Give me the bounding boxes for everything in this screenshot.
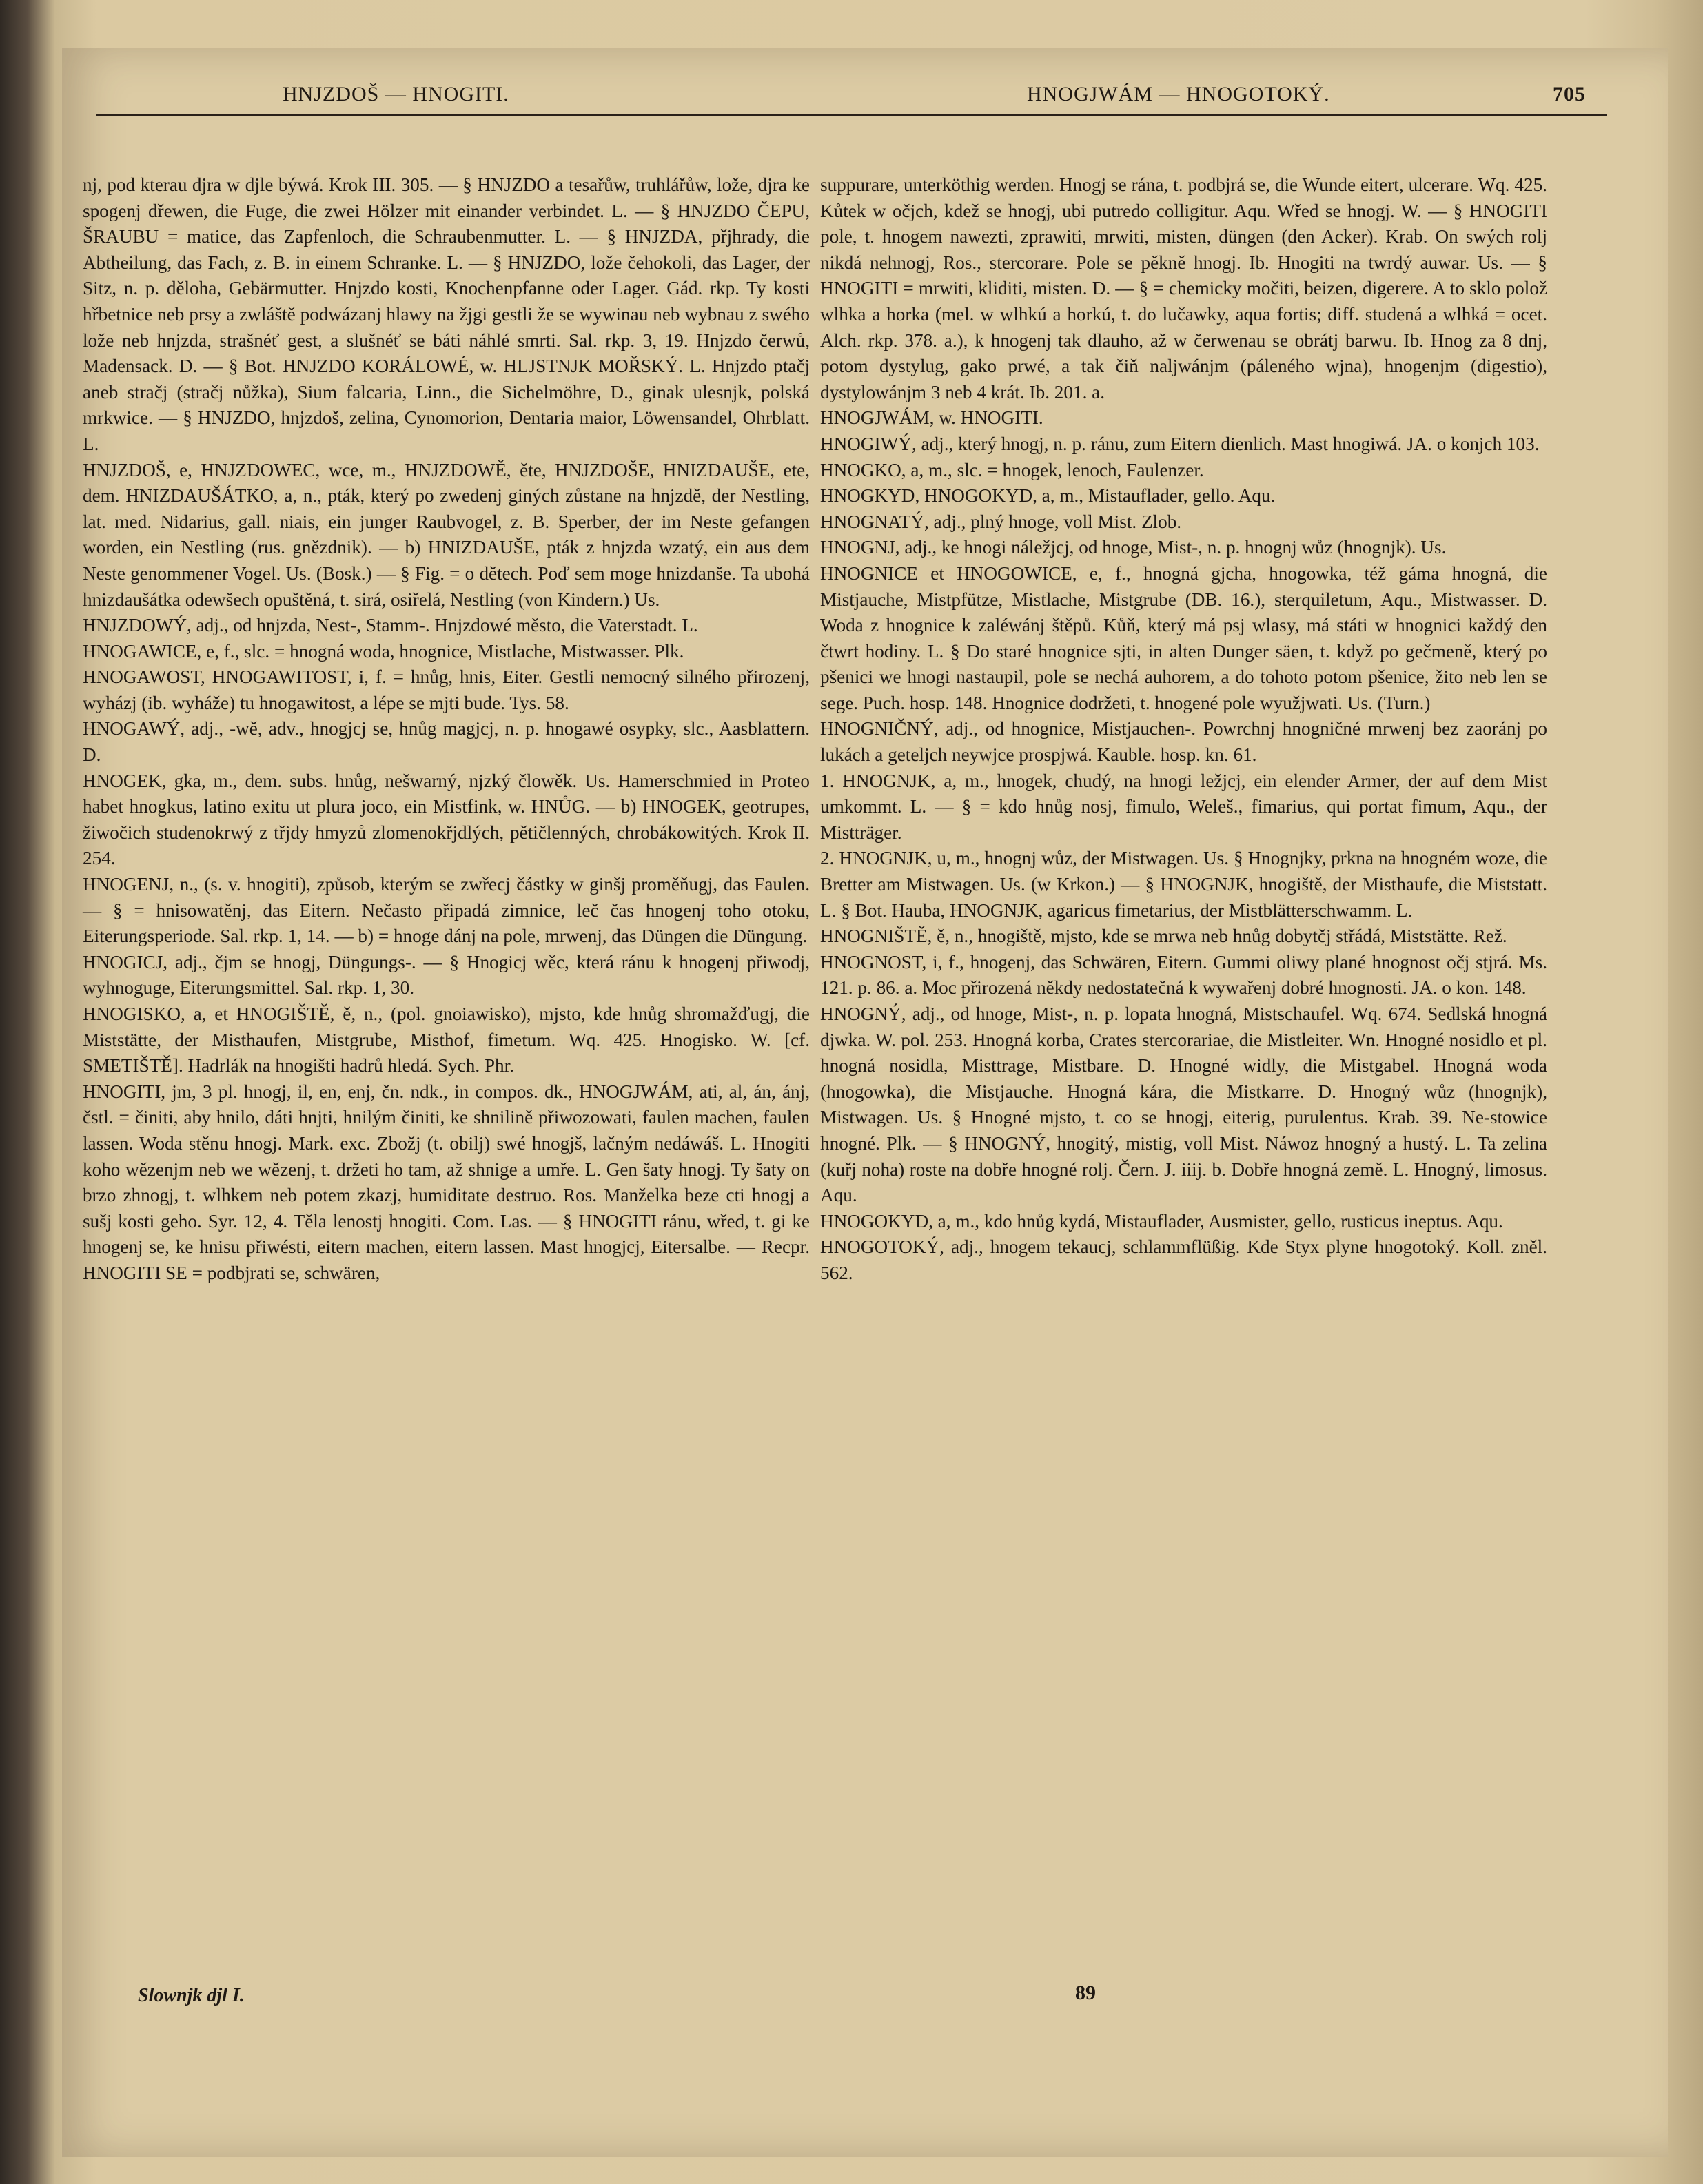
entry: HNOGAWÝ, adj., -wě, adv., hnogjcj se, hnůg magjcj, n. p. hnogawé osypky, slc., Aasblattern. D. [83,718,810,766]
entry: HNOGICJ, adj., čjm se hnogj, Düngungs-. — § Hnogicj wěc, která ránu k hnogenj přiwodj, wyhnoguge, Eiterungsmittel. Sal. rkp. 1, 30. [83,951,810,999]
entry: 1. HNOGNJK, a, m., hnogek, chudý, na hnogi ležjcj, ein elender Armer, der auf dem Mist umkommt. L. — § = kdo hnůg nosj, fimulo, Weleš., fimarius, qui portat fimum, Aqu., der Mistträger. [820,770,1547,843]
entry: HNJZDOŠ, e, HNJZDOWEC, wce, m., HNJZDOWĚ, ěte, HNJZDOŠE, HNIZDAUŠE, ete, dem. HNIZDAUŠÁTKO, a, n., pták, který po zwedenj giných zůstane na hnjzdě, der Nestling, lat. med. Nidarius, gall. niais, ein junger Raubvogel, z. B. Sperber, der im Neste gefangen worden, ein Nestling (rus. gnězdnik). — b) HNIZDAUŠE, pták z hnjzda wzatý, ein aus dem Neste genommener Vogel. Us. (Bosk.) — § Fig. = o dětech. Poď sem moge hnizdanše. Ta ubohá hnizdaušátka odewšech opuštěná, t. sirá, osiřelá, Nestling (von Kindern.) Us. [83,459,810,610]
entry: HNOGJWÁM, w. HNOGITI. [820,407,1043,429]
signature-mark: Slownjk djl I. [138,1985,245,2006]
entry: HNOGKYD, HNOGOKYD, a, m., Mistauflader, gello. Aqu. [820,485,1276,507]
entry: HNJZDOWÝ, adj., od hnjzda, Nest-, Stamm-. Hnjzdowé město, die Vaterstadt. L. [83,615,698,636]
sheet-number: 89 [1075,1981,1096,2004]
entry: HNOGITI, jm, 3 pl. hnogj, il, en, enj, čn. ndk., in compos. dk., HNOGJWÁM, ati, al, án, ánj, čstl. = činiti, aby hnilo, dáti hnjti, hnilým činiti, ke shnilině přiwozowati, faulen machen, faulen lassen. Woda stěnu hnogj. Mark. exc. Zbožj (t. obilj) swé hnogjš, lačným nedáwáš. L. Hnogiti koho wězenjm neb we wězenj, t. držeti ho tam, až shnige a umře. L. Gen šaty hnogj. Ty šaty on brzo zhnogj, t. wlhkem neb potem zkazj, humiditate destruo. Ros. Manželka beze cti hnogj a sušj kosti geho. Syr. 12, 4. Těla lenostj hnogiti. Com. Las. — § HNOGITI ránu, wřed, t. gi ke hnogenj se, ke hnisu přiwésti, eitern machen, eitern lassen. Mast hnogjcj, Eitersalbe. — Recpr. HNOGITI SE = podbjrati se, schwären, [83,1081,810,1283]
entry: HNOGAWOST, HNOGAWITOST, i, f. = hnůg, hnis, Eiter. Gestli nemocný silného přirozenj, wyházj (ib. wyháže) tu hnogawitost, a lépe se mjti bude. Tys. 58. [83,666,810,713]
entry: HNOGNIČNÝ, adj., od hnognice, Mistjauchen-. Powrchnj hnogničné mrwenj bez zaoránj po lukách a geteljch neywjce prospjwá. Kauble. hosp. kn. 61. [820,718,1547,766]
left-column [83,172,810,1287]
entry: HNOGISKO, a, et HNOGIŠTĚ, ě, n., (pol. gnoiawisko), mjsto, kde hnůg shromažďugj, die Miststätte, der Misthaufen, Mistgrube, Misthof, fimetum. Wq. 425. Hnogisko. W. [cf. SMETIŠTĚ]. Hadrlák na hnogišti hadrů hledá. Sych. Phr. [83,1003,810,1076]
entry: HNOGNJ, adj., ke hnogi náležjcj, od hnoge, Mist-, n. p. hnognj wůz (hnognjk). Us. [820,537,1447,558]
entry: HNOGEK, gka, m., dem. subs. hnůg, nešwarný, njzký člowěk. Us. Hamerschmied in Proteo habet hnogkus, latino exitu ut plura joco, ein Mistfink, w. HNŮG. — b) HNOGEK, geotrupes, žiwočich studenokrwý z třjdy hmyzů zlomenokřjdlých, pětičlenných, chrobákowitých. Krok II. 254. [83,770,810,869]
entry: HNOGENJ, n., (s. v. hnogiti), způsob, kterým se zwřecj částky w ginšj proměňugj, das Faulen. — § = hnisowatěnj, das Eitern. Nečasto připadá zimnice, leč čas hnogenj toho otoku, Eiterungsperiode. Sal. rkp. 1, 14. — b) = hnoge dánj na pole, mrwenj, das Düngen die Düngung. [83,874,810,947]
entry: HNOGNIŠTĚ, ě, n., hnogiště, mjsto, kde se mrwa neb hnůg dobytčj střádá, Miststätte. Rež. [820,926,1507,947]
entry: HNOGAWICE, e, f., slc. = hnogná woda, hnognice, Mistlache, Mistwasser. Plk. [83,640,684,662]
page-number: 705 [1553,83,1586,105]
entry: HNOGOTOKÝ, adj., hnogem tekaucj, schlammflüßig. Kde Styx plyne hnogotoký. Koll. zněl. 562. [820,1236,1547,1283]
entry: HNOGIWÝ, adj., který hnogj, n. p. ránu, zum Eitern dienlich. Mast hnogiwá. JA. o konjch 103. [820,433,1540,454]
header-rule [96,114,1607,116]
entry: HNOGNOST, i, f., hnogenj, das Schwären, Eitern. Gummi oliwy plané hnognost očj stjrá. Ms. 121. p. 86. a. Moc přirozená někdy nedostatečná k wywařenj dobré hnognosti. JA. o kon. 148. [820,951,1547,999]
running-head [110,83,1586,124]
entry: HNOGNICE et HNOGOWICE, e, f., hnogná gjcha, hnogowka, též gáma hnogná, die Mistjauche, Mistpfütze, Mistlache, Mistgrube (DB. 16.), sterquiletum, Aqu., Mistwasser. D. Woda z hnognice k zaléwánj štěpů. Kůň, který má psj wlasy, má státi w hnognici každý den čtwrt hodiny. L. § Do staré hnognice sjti, in alten Dunger säen, t. když po gečmeně, který po pšenici we hnogi nastaupil, pole se nechá auhorem, a do tohoto potom pšenice, žito neb len se sege. Puch. hosp. 148. Hnognice dodržeti, t. hnogené pole wyužjwati. Us. (Turn.) [820,562,1547,713]
entry: HNOGNÝ, adj., od hnoge, Mist-, n. p. lopata hnogná, Mistschaufel. Wq. 674. Sedlská hnogná djwka. W. pol. 253. Hnogná korba, Crates stercorariae, die Mistleiter. Wn. Hnogné nosidlo et pl. hnogná nosidla, Misttrage, Mistbare. D. Hnogné widly, die Mistgabel. Hnogná woda (hnogowka), die Mistjauche. Hnogná kára, die Mistkarre. D. Hnogný wůz (hnognjk), Mistwagen. Us. § Hnogné mjsto, t. co se hnogj, eiterig, purulentus. Krab. 39. Ne-stowice hnogné. Plk. — § HNOGNÝ, hnogitý, mistig, voll Mist. Náwoz hnogný a hustý. L. Ta zelina (kuřj noha) roste na dobře hnogné rolj. Čern. J. iiij. b. Dobře hnogná země. L. Hnogný, limosus. Aqu. [820,1003,1547,1206]
entry: nj, pod kterau djra w djle býwá. Krok III. 305. — § HNJZDO a tesařůw, truhlářůw, lože, djra ke spogenj dřewen, die Fuge, die zwei Hölzer mit einander verbindet. L. — § HNJZDO ČEPU, ŠRAUBU = matice, das Zapfenloch, die Schraubenmutter. L. — § HNJZDA, přjhrady, die Abtheilung, das Fach, z. B. in einem Schranke. L. — § HNJZDO, lože čehokoli, das Lager, der Sitz, n. p. děloha, Gebärmutter. Hnjzdo kosti, Knochenpfanne oder Lager. Gád. rkp. Ty kosti hřbetnice neb prsy a zwláště podwázanj hlawy na žjgi gestli že se wywinau neb wybnau z swého lože neb hnjzda, strašnéť gest, a slušnéť se báti náhlé smrti. Sal. rkp. 3, 19. Hnjzdo čerwů, Madensack. D. — § Bot. HNJZDO KORÁLOWÉ, w. HLJSTNJK MOŘSKÝ. L. Hnjzdo ptačj aneb stračj (stračj nůžka), Sium falcaria, Linn., die Sichelmöhre, D., ginak ulesnjk, polská mrkwice. — § HNJZDO, hnjzdoš, zelina, Cynomorion, Dentaria maior, Löwensandel, Ohrblatt. L. [83,174,810,454]
right-column [820,172,1547,1287]
entry: HNOGOKYD, a, m., kdo hnůg kydá, Mistauflader, Ausmister, gello, rusticus ineptus. Aqu. [820,1210,1503,1232]
entry: suppurare, unterköthig werden. Hnogj se rána, t. podbjrá se, die Wunde eitert, ulcerare. Wq. 425. Kůtek w očjch, kdež se hnogj, ubi putredo colligitur. Aqu. Wřed se hnogj. W. — § HNOGITI pole, t. hnogem nawezti, zprawiti, mrwiti, misten, düngen (den Acker). Krab. On swých rolj nikdá nehnogj, Ros., stercorare. Pole se pěkně hnogj. Ib. Hnogiti na twrdý auwar. Us. — § HNOGITI = mrwiti, kliditi, misten. D. — § = chemicky močiti, beizen, digerere. A to sklo polož wlhka a horka (mel. w wlhkú a horkú, t. do lučawky, aqua fortis; diff. studená a wlhká = ocet. Alch. rkp. 378. a.), k hnogenj tak dlauho, až w čerwenau se obrátj barwu. Ib. Hnog za 8 dnj, potom dystylug, gako prwé, a tak čiň naljwánjm (páleného wjna), hnogenjm (digestio), dystylowánjm 3 neb 4 krát. Ib. 201. a. [820,174,1547,402]
entry: HNOGKO, a, m., slc. = hnogek, lenoch, Faulenzer. [820,459,1204,480]
entry: HNOGNATÝ, adj., plný hnoge, voll Mist. Zlob. [820,511,1182,532]
header-left: HNJZDOŠ — HNOGITI. [283,83,509,105]
entry: 2. HNOGNJK, u, m., hnognj wůz, der Mistwagen. Us. § Hnognjky, prkna na hnogném woze, die Bretter am Mistwagen. Us. (w Krkon.) — § HNOGNJK, hnogiště, der Misthaufe, die Miststatt. L. § Bot. Hauba, HNOGNJK, agaricus fimetarius, der Mistblätterschwamm. L. [820,848,1547,921]
header-right: HNOGJWÁM — HNOGOTOKÝ. [1027,83,1330,105]
